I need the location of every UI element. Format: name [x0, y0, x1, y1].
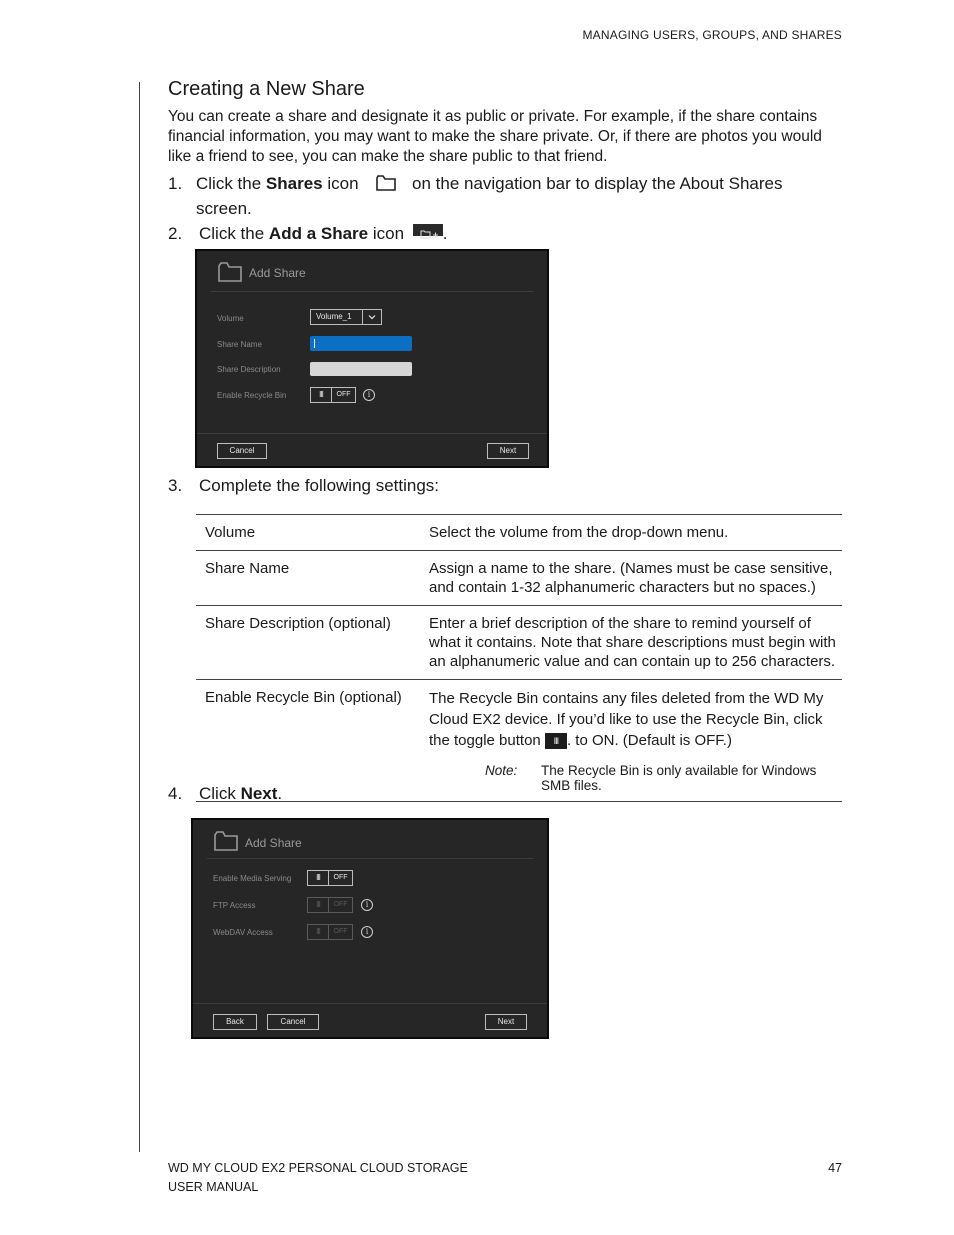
step-text: Click the	[196, 174, 266, 193]
setting-description: Select the volume from the drop-down menu.	[420, 515, 842, 551]
setting-description-text: The Recycle Bin contains any files deleted from the WD My Cloud EX2 device. If you’d like to use the Recycle Bin, click the toggle button	[429, 690, 824, 749]
step-text: .	[277, 784, 283, 803]
divider	[207, 858, 533, 859]
add-share-dialog-2	[191, 818, 549, 1039]
step-1	[168, 173, 818, 220]
toggle-grip-icon: III	[311, 388, 332, 402]
toggle-state: OFF	[336, 391, 351, 398]
toggle-grip-icon: III	[308, 871, 329, 885]
step-text: on the navigation bar to display the About Shares	[407, 174, 783, 193]
cancel-button[interactable]: Cancel	[267, 1014, 319, 1030]
toggle-state: OFF	[333, 928, 348, 935]
footer-divider	[193, 1003, 547, 1004]
step-bold-text: Next	[240, 784, 278, 803]
share-description-label: Share Description	[217, 365, 281, 374]
setting-description-text: . to ON. (Default is OFF.)	[566, 732, 732, 749]
step-text: Click	[199, 784, 241, 803]
step-bold-text: Add a Share	[268, 224, 369, 243]
cancel-button[interactable]: Cancel	[217, 443, 267, 459]
chevron-down-icon	[362, 310, 381, 324]
recycle-bin-toggle[interactable]	[310, 387, 356, 403]
intro-paragraph: You can create a share and designate it as public or private. For example, if the share contains financial information, you may want to make the share private. Or, if there are photos you would like a friend to see, you can make the share public to that friend.	[168, 108, 822, 165]
table-row	[196, 680, 842, 802]
text-cursor	[314, 339, 315, 348]
folder-icon	[217, 261, 243, 288]
share-name-label: Share Name	[217, 340, 262, 349]
footer-manual: USER MANUAL	[168, 1180, 259, 1194]
add-share-icon	[413, 224, 443, 236]
dialog-title: Add Share	[249, 266, 306, 280]
toggle-state: OFF	[333, 874, 348, 881]
step-number: 3.	[168, 476, 183, 495]
webdav-access-label: WebDAV Access	[213, 928, 273, 937]
step-text: icon	[322, 174, 359, 193]
step-text: screen.	[196, 199, 252, 218]
dialog-title: Add Share	[245, 836, 302, 850]
share-name-input[interactable]	[310, 336, 412, 351]
toggle-grip-icon: III	[545, 733, 567, 749]
volume-dropdown[interactable]	[310, 309, 382, 325]
table-row	[196, 515, 842, 551]
volume-label: Volume	[217, 314, 244, 323]
running-header: MANAGING USERS, GROUPS, AND SHARES	[582, 28, 842, 42]
ftp-access-toggle[interactable]	[307, 897, 353, 913]
info-icon[interactable]: i	[361, 899, 373, 911]
setting-description: Enter a brief description of the share to remind yourself of what it contains. Note that share descriptions must begin with an alphanumeric value and can contain up to 256 characters.	[420, 606, 842, 680]
section-title: Creating a New Share	[168, 78, 365, 100]
shares-folder-icon	[375, 174, 397, 198]
step-text: Complete the following settings:	[199, 476, 440, 495]
step-4	[168, 783, 282, 805]
step-number: 1.	[168, 174, 183, 193]
footer-product: WD MY CLOUD EX2 PERSONAL CLOUD STORAGE	[168, 1161, 468, 1175]
folder-icon	[213, 830, 239, 857]
media-serving-toggle[interactable]	[307, 870, 353, 886]
share-description-input[interactable]	[310, 362, 412, 376]
setting-name: Share Name	[196, 551, 420, 606]
table-row	[196, 606, 842, 680]
setting-description: Assign a name to the share. (Names must be case sensitive, and contain 1-32 alphanumeric characters but no spaces.)	[420, 551, 842, 606]
volume-value: Volume_1	[316, 312, 352, 321]
setting-name: Volume	[196, 515, 420, 551]
setting-name: Enable Recycle Bin (optional)	[196, 680, 420, 802]
recycle-bin-label: Enable Recycle Bin	[217, 391, 287, 400]
back-button[interactable]: Back	[213, 1014, 257, 1030]
footer-divider	[197, 433, 547, 434]
ftp-access-label: FTP Access	[213, 901, 256, 910]
add-share-dialog-1	[195, 249, 549, 468]
setting-description	[420, 680, 842, 802]
note-text: The Recycle Bin is only available for Windows SMB files.	[541, 763, 817, 793]
step-text: Click the	[199, 224, 269, 243]
note	[429, 763, 842, 793]
toggle-state: OFF	[333, 901, 348, 908]
divider	[211, 291, 533, 292]
step-3	[168, 475, 439, 497]
step-bold-text: Shares	[265, 174, 323, 193]
webdav-access-toggle[interactable]	[307, 924, 353, 940]
left-margin-rule	[139, 82, 140, 1152]
step-text: icon	[368, 224, 405, 243]
toggle-grip-icon: III	[308, 898, 329, 912]
toggle-grip-icon: III	[308, 925, 329, 939]
step-2	[168, 223, 448, 245]
next-button[interactable]: Next	[485, 1014, 527, 1030]
note-label: Note:	[485, 763, 518, 778]
step-number: 4.	[168, 784, 183, 803]
page-footer	[168, 1159, 468, 1197]
info-icon[interactable]: i	[361, 926, 373, 938]
step-text: .	[442, 224, 448, 243]
table-row	[196, 551, 842, 606]
settings-table	[196, 514, 842, 802]
media-serving-label: Enable Media Serving	[213, 874, 292, 883]
setting-name: Share Description (optional)	[196, 606, 420, 680]
step-number: 2.	[168, 224, 183, 243]
page-number: 47	[828, 1161, 842, 1175]
next-button[interactable]: Next	[487, 443, 529, 459]
info-icon[interactable]: i	[363, 389, 375, 401]
